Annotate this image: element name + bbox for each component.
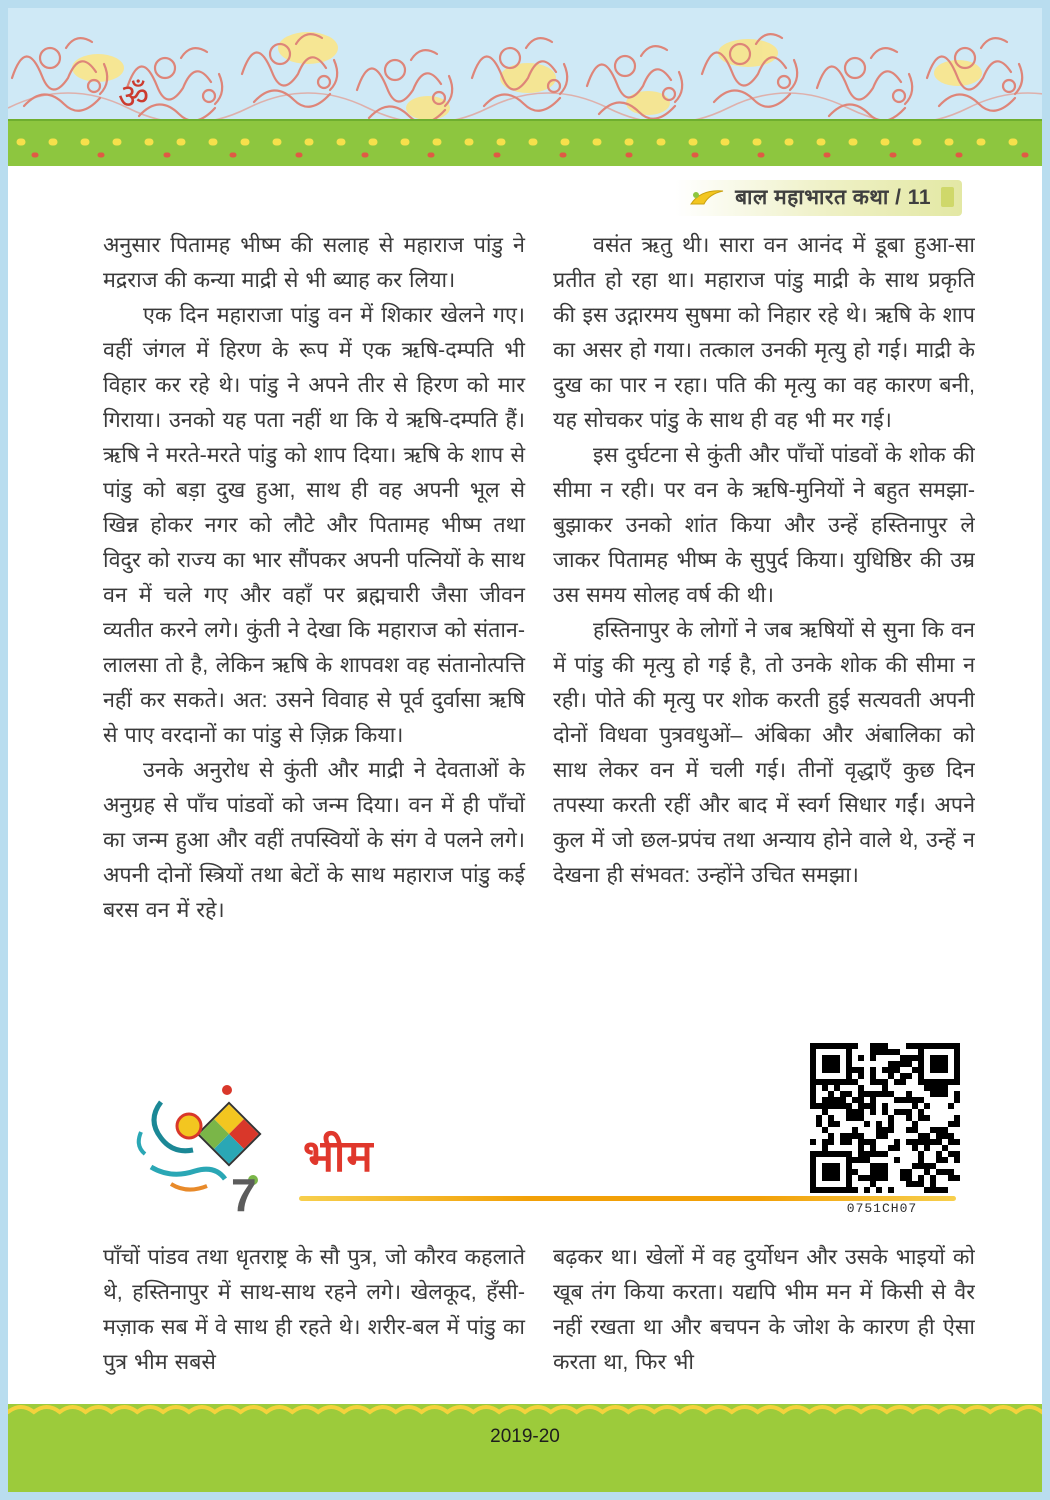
running-header [675, 180, 962, 216]
folk-art-fish-kite-icon [131, 1072, 281, 1222]
header-accent-block [941, 187, 954, 207]
left-column-bottom [103, 1240, 525, 1408]
chapter-title: भीम [303, 1132, 374, 1181]
om-symbol: ॐ [118, 78, 150, 116]
body-paragraph: वसंत ऋतु थी। सारा वन आनंद में डूबा हुआ-सा प्रतीत हो रहा था। महाराज पांडु माद्री के साथ प्रकृति की इस उद्गारमय सुषमा को निहार रहे थे। ऋषि के शाप का असर हो गया। तत्काल उनकी मृत्यु हो गई। माद्री के दुख का पार न रहा। पति की मृत्यु का वह कारण बनी, यह सोचकर पांडु के साथ ही वह भी मर गई। [553, 233, 975, 432]
header-illustration-band [8, 8, 1042, 166]
qr-label: 0751CH07 [846, 1201, 918, 1216]
page-title: बाल महाभारत कथा / 11 [735, 186, 931, 209]
left-column [103, 228, 525, 1046]
chapter-heading-block [103, 1076, 962, 1236]
body-paragraph: अनुसार पितामह भीष्म की सलाह से महाराज पांडु ने मद्रराज की कन्या माद्री से भी ब्याह कर लिया। [103, 233, 525, 292]
main-text-columns [103, 228, 975, 1046]
battle-scene-artwork-icon [8, 8, 1042, 166]
right-column-bottom [553, 1240, 975, 1408]
footer-year: 2019-20 [490, 1426, 560, 1447]
body-paragraph: इस दुर्घटना से कुंती और पाँचों पांडवों के शोक की सीमा न रही। पर वन के ऋषि-मुनियों ने बहुत समझा-बुझाकर उनको शांत किया और उन्हें हस्तिनापुर ले जाकर पितामह भीष्म के सुपुर्द किया। युधिष्ठिर की उम्र उस समय सोलह वर्ष की थी। [553, 443, 975, 607]
leaf-swoosh-icon [689, 187, 725, 207]
footer-wave-path [8, 1407, 1042, 1412]
footer-band [8, 1404, 1042, 1492]
body-paragraph: बढ़कर था। खेलों में वह दुर्योधन और उसके भाइयों को खूब तंग किया करता। यद्यपि भीम मन में किसी से वैर नहीं रखता था और बचपन के जोश के कारण ही ऐसा करता था, फिर भी [553, 1245, 975, 1374]
body-paragraph: उनके अनुरोध से कुंती और माद्री ने देवताओं के अनुग्रह से पाँच पांडवों को जन्म दिया। वन में ही पाँचों का जन्म हुआ और वहीं तपस्वियों के संग वे पलने लगे। अपनी दोनों स्त्रियों तथा बेटों के साथ महाराज पांडु कई बरस वन में रहे। [103, 758, 525, 922]
right-column [553, 228, 975, 1046]
wavy-line-icon [8, 1400, 1042, 1418]
body-paragraph: एक दिन महाराजा पांडु वन में शिकार खेलने गए। वहीं जंगल में हिरण के रूप में एक ऋषि-दम्पति भी विहार कर रहे थे। पांडु ने अपने तीर से हिरण को मार गिराया। उनको यह पता नहीं था कि ये ऋषि-दम्पति हैं। ऋषि ने मरते-मरते पांडु को शाप दिया। ऋषि के शाप से पांडु को बड़ा दुख हुआ, साथ ही वह अपनी भूल से खिन्न होकर नगर को लौटे और पितामह भीष्म तथा विदुर को राज्य का भार सौंपकर अपनी पत्नियों के साथ वन में चले गए और वहाँ पर ब्रह्मचारी जैसा जीवन व्यतीत करने लगे। कुंती ने देखा कि महाराज को संतान-लालसा तो है, लेकिन ऋषि के शापवश वह संतानोत्पत्ति नहीं कर सकते। अत: उसने विवाह से पूर्व दुर्वासा ऋषि से पाए वरदानों का पांडु से ज़िक्र किया। [103, 303, 525, 747]
body-paragraph: हस्तिनापुर के लोगों ने जब ऋषियों से सुना कि वन में पांडु की मृत्यु हो गई है, तो उनके शोक की सीमा न रही। पोते की मृत्यु पर शोक करती हुई सत्यवती अपनी दोनों विधवा पुत्रवधुओं– अंबिका और अंबालिका को साथ लेकर वन में चली गई। तीनों वृद्धाएँ कुछ दिन तपस्या करती रहीं और बाद में स्वर्ग सिधार गईं। अपने कुल में जो छल-प्रपंच तथा अन्याय होने वाले थे, उन्हें न देखना ही संभवत: उन्होंने उचित समझा। [553, 618, 975, 887]
chapter-rule [299, 1196, 956, 1201]
body-paragraph: पाँचों पांडव तथा धृतराष्ट्र के सौ पुत्र, जो कौरव कहलाते थे, हस्तिनापुर में साथ-साथ रहने लगे। खेलकूद, हँसी-मज़ाक सब में वे साथ ही रहते थे। शरीर-बल में पांडु का पुत्र भीम सबसे [103, 1245, 525, 1374]
chapter-number: 7 [231, 1169, 257, 1221]
chapter-text-columns [103, 1240, 975, 1408]
